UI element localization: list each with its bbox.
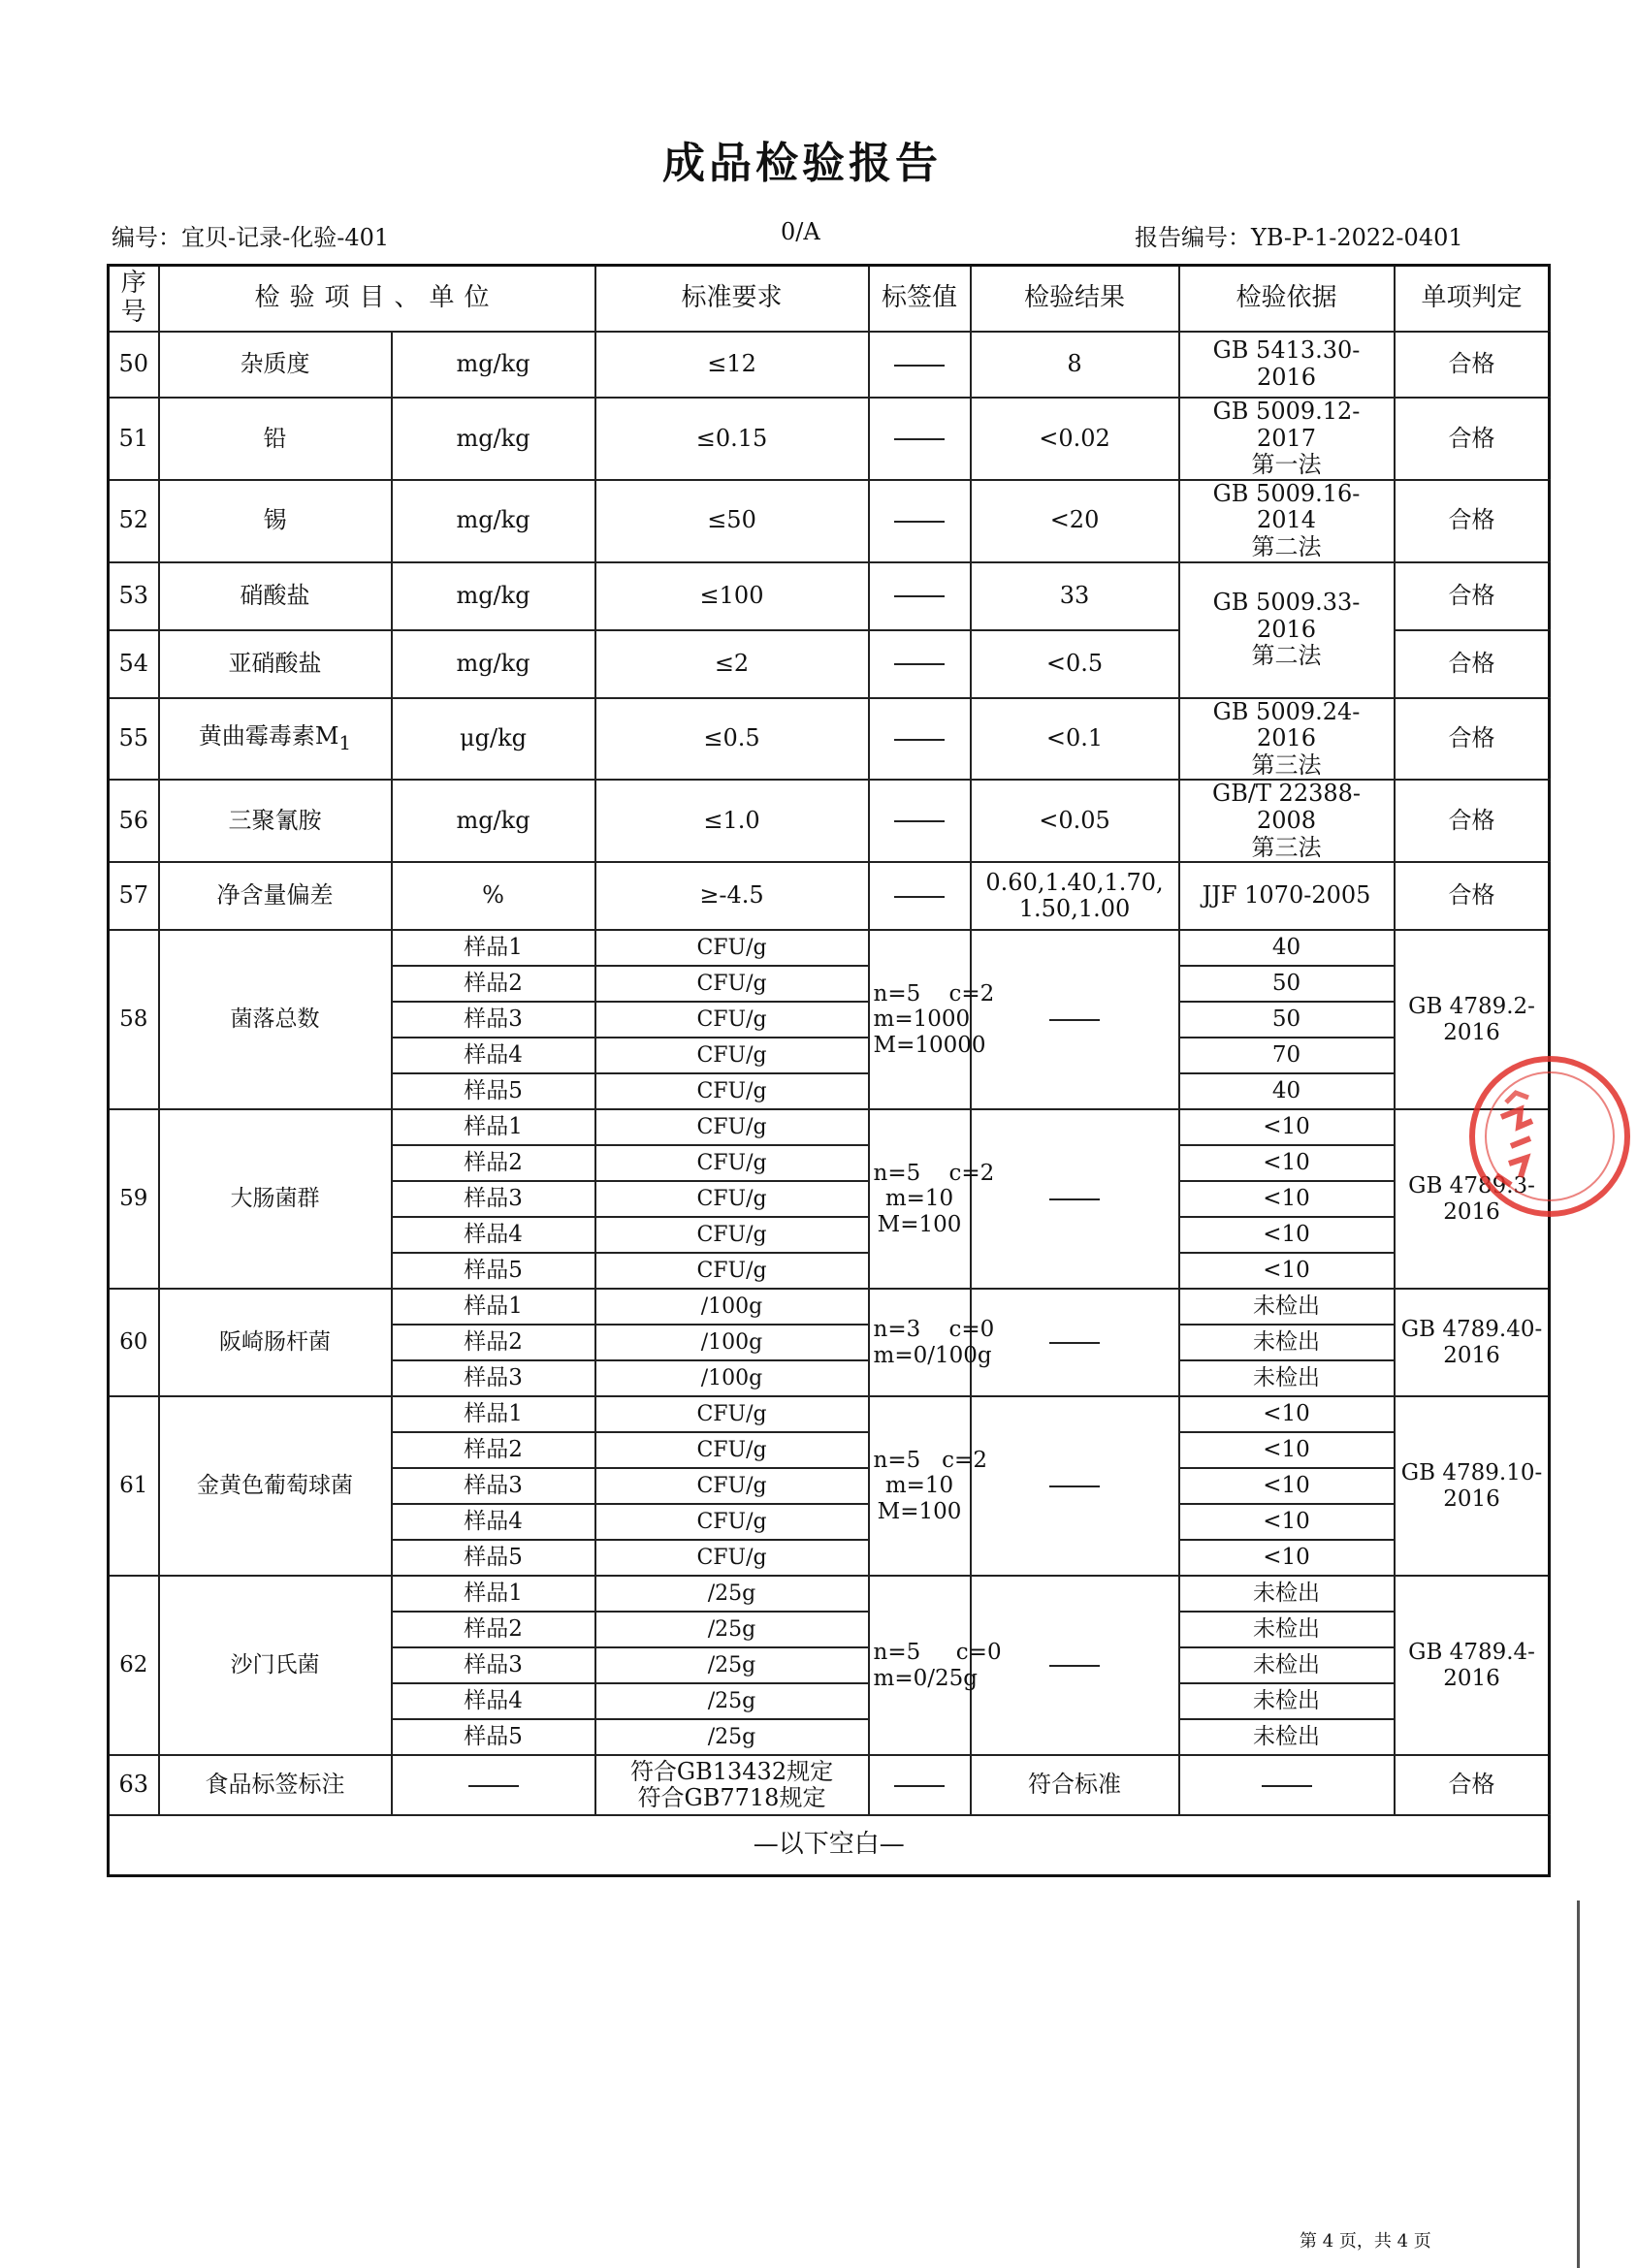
sample-name: 样品5	[392, 1540, 595, 1576]
row-seq: 54	[109, 630, 159, 698]
row-label	[869, 780, 971, 862]
sample-result: <10	[1179, 1540, 1395, 1576]
row-seq: 53	[109, 562, 159, 630]
row-standard	[869, 1289, 995, 1396]
row-basis	[1179, 780, 1395, 862]
row-label	[869, 332, 971, 398]
row-judgement: 合格	[1395, 862, 1550, 930]
header-seq: 序号	[109, 266, 159, 333]
sample-name: 样品3	[392, 1181, 595, 1217]
header-judgement: 单项判定	[1395, 266, 1550, 333]
standard-line: m=0/100g	[873, 1342, 992, 1368]
sample-unit: /25g	[595, 1719, 869, 1755]
sample-result: 未检出	[1179, 1576, 1395, 1612]
header-label: 标签值	[869, 266, 971, 333]
row-item: 菌落总数	[159, 930, 392, 1109]
row-standard: ≤100	[595, 562, 869, 630]
row-unit: μg/kg	[392, 698, 595, 781]
row-label	[869, 862, 971, 930]
standard-line: m=0/25g	[873, 1665, 978, 1691]
standard-line: n=5 c=2	[873, 1160, 995, 1186]
sample-unit: CFU/g	[595, 930, 869, 966]
dash-mark	[1049, 1665, 1100, 1667]
row-item: 净含量偏差	[159, 862, 392, 930]
dash-mark	[894, 739, 945, 741]
document-code: 编号：宜贝-记录-化验-401	[112, 224, 390, 251]
row-item	[159, 698, 392, 781]
sample-result: 未检出	[1179, 1289, 1395, 1325]
sample-row	[109, 1396, 1550, 1432]
basis-method: 第三法	[1251, 833, 1322, 861]
item-name-suffix: $M_1$	[314, 722, 352, 754]
row-unit	[392, 1755, 595, 1815]
table-row	[109, 862, 1550, 930]
sample-name: 样品2	[392, 966, 595, 1002]
row-judgement: 合格	[1395, 698, 1550, 781]
sample-result: <10	[1179, 1504, 1395, 1540]
end-row	[109, 1815, 1550, 1876]
row-item: 三聚氰胺	[159, 780, 392, 862]
table-row	[109, 698, 1550, 781]
row-seq: 62	[109, 1576, 159, 1755]
standard-line: n=5 c=0	[873, 1640, 1002, 1666]
sample-unit: CFU/g	[595, 1073, 869, 1109]
sample-result: 40	[1179, 930, 1395, 966]
standard-line: n=3 c=0	[873, 1317, 995, 1343]
row-label	[869, 398, 971, 480]
row-label	[971, 930, 1179, 1109]
row-unit: mg/kg	[392, 562, 595, 630]
sample-row	[109, 930, 1550, 966]
basis-method: 第三法	[1251, 751, 1322, 779]
document-version: 0/A	[781, 218, 820, 245]
sample-result: 未检出	[1179, 1325, 1395, 1360]
sample-unit: CFU/g	[595, 1540, 869, 1576]
row-label	[869, 630, 971, 698]
row-label	[869, 480, 971, 562]
sample-name: 样品4	[392, 1683, 595, 1719]
sample-name: 样品2	[392, 1145, 595, 1181]
report-number: 报告编号：YB-P-1-2022-0401	[1135, 224, 1463, 251]
row-result: <0.02	[971, 398, 1179, 480]
dash-mark	[894, 1785, 945, 1787]
row-seq: 55	[109, 698, 159, 781]
row-seq: 59	[109, 1109, 159, 1289]
row-item: 阪崎肠杆菌	[159, 1289, 392, 1396]
table-row	[109, 332, 1550, 398]
standard-line: 符合GB13432规定	[629, 1757, 834, 1785]
standard-line: n=5 c=2	[873, 980, 995, 1006]
row-result: <0.5	[971, 630, 1179, 698]
sample-unit: CFU/g	[595, 1504, 869, 1540]
row-basis	[1179, 398, 1395, 480]
row-result: 8	[971, 332, 1179, 398]
sample-name: 样品1	[392, 1396, 595, 1432]
row-basis: GB 4789.3-2016	[1395, 1109, 1550, 1289]
row-label	[869, 562, 971, 630]
sample-name: 样品1	[392, 930, 595, 966]
row-standard	[595, 1755, 869, 1815]
seal-stamp-icon	[1462, 1049, 1637, 1224]
dash-mark	[1049, 1342, 1100, 1344]
page-number: 第 4 页，共 4 页	[1300, 2231, 1431, 2252]
sample-result: 40	[1179, 1073, 1395, 1109]
sample-name: 样品5	[392, 1073, 595, 1109]
sample-unit: CFU/g	[595, 1217, 869, 1253]
sample-name: 样品5	[392, 1719, 595, 1755]
row-standard: ≤1.0	[595, 780, 869, 862]
row-seq: 52	[109, 480, 159, 562]
sample-name: 样品5	[392, 1253, 595, 1289]
sample-name: 样品1	[392, 1576, 595, 1612]
dash-mark	[894, 820, 945, 822]
row-standard	[869, 1576, 1002, 1755]
sample-name: 样品2	[392, 1325, 595, 1360]
sample-unit: CFU/g	[595, 1253, 869, 1289]
sample-result: 未检出	[1179, 1719, 1395, 1755]
row-basis: JJF 1070-2005	[1179, 862, 1395, 930]
standard-line: n=5 c=2	[873, 1447, 987, 1473]
row-basis: GB 5413.30-2016	[1179, 332, 1395, 398]
basis-method: 第二法	[1251, 642, 1322, 670]
row-unit: mg/kg	[392, 398, 595, 480]
item-subscript: 1	[338, 730, 352, 754]
sample-result: 未检出	[1179, 1683, 1395, 1719]
row-result: <20	[971, 480, 1179, 562]
table-row	[109, 398, 1550, 480]
row-result: 符合标准	[971, 1755, 1179, 1815]
sample-unit: /100g	[595, 1360, 869, 1396]
row-seq: 51	[109, 398, 159, 480]
sample-name: 样品4	[392, 1038, 595, 1073]
basis-method: 第二法	[1251, 532, 1322, 560]
sample-unit: /25g	[595, 1612, 869, 1647]
document-title: 成品检验报告	[662, 139, 942, 188]
row-item: 亚硝酸盐	[159, 630, 392, 698]
sample-name: 样品1	[392, 1289, 595, 1325]
dash-mark	[894, 365, 945, 367]
sample-result: <10	[1179, 1253, 1395, 1289]
row-seq: 56	[109, 780, 159, 862]
table-row	[109, 780, 1550, 862]
row-result: <0.05	[971, 780, 1179, 862]
row-basis: GB 4789.4-2016	[1395, 1576, 1550, 1755]
row-unit: %	[392, 862, 595, 930]
dash-mark	[894, 896, 945, 898]
sample-row	[109, 1289, 1550, 1325]
result-line: 0.60,1.40,1.70,	[985, 868, 1164, 896]
sample-result: <10	[1179, 1145, 1395, 1181]
sample-name: 样品3	[392, 1360, 595, 1396]
row-standard	[869, 1109, 995, 1289]
row-seq: 60	[109, 1289, 159, 1396]
row-item: 铅	[159, 398, 392, 480]
sample-result: 未检出	[1179, 1360, 1395, 1396]
row-result: <0.1	[971, 698, 1179, 781]
row-item: 大肠菌群	[159, 1109, 392, 1289]
standard-line: m=1000 M=10000	[873, 1006, 986, 1058]
row-seq: 57	[109, 862, 159, 930]
row-label	[971, 1289, 1179, 1396]
sample-unit: CFU/g	[595, 1432, 869, 1468]
sample-result: 50	[1179, 966, 1395, 1002]
row-label	[971, 1109, 1179, 1289]
sample-unit: /100g	[595, 1289, 869, 1325]
result-line: 1.50,1.00	[1018, 895, 1131, 923]
row-judgement: 合格	[1395, 780, 1550, 862]
sample-result: <10	[1179, 1109, 1395, 1145]
row-label	[971, 1576, 1179, 1755]
row-unit: mg/kg	[392, 332, 595, 398]
row-basis	[1179, 698, 1395, 781]
basis-line: GB/T 22388-2008	[1212, 780, 1362, 834]
basis-line: GB 5009.24-2016	[1212, 697, 1361, 752]
dash-mark	[468, 1785, 519, 1787]
dash-mark	[1262, 1785, 1312, 1787]
standard-line: 符合GB7718规定	[637, 1784, 826, 1812]
basis-line: GB 5009.12-2017	[1212, 398, 1361, 452]
row-unit: mg/kg	[392, 780, 595, 862]
row-basis: GB 4789.40-2016	[1395, 1289, 1550, 1396]
header-basis: 检验依据	[1179, 266, 1395, 333]
sample-unit: CFU/g	[595, 1145, 869, 1181]
row-standard: ≤0.15	[595, 398, 869, 480]
row-item: 杂质度	[159, 332, 392, 398]
sample-result: <10	[1179, 1181, 1395, 1217]
row-standard	[869, 930, 995, 1109]
row-standard	[869, 1396, 987, 1576]
sample-name: 样品2	[392, 1612, 595, 1647]
item-name: 黄曲霉毒素	[198, 722, 315, 751]
dash-mark	[894, 595, 945, 597]
standard-line: m=10 M=100	[877, 1186, 962, 1237]
dash-mark	[894, 663, 945, 665]
dash-mark	[894, 438, 945, 440]
inspection-table	[107, 264, 1551, 1877]
row-judgement: 合格	[1395, 630, 1550, 698]
row-standard: ≤2	[595, 630, 869, 698]
sample-result: 未检出	[1179, 1612, 1395, 1647]
sample-result: <10	[1179, 1396, 1395, 1432]
table-header-row	[109, 266, 1550, 333]
table-row	[109, 1755, 1550, 1815]
row-basis: GB 4789.10-2016	[1395, 1396, 1550, 1576]
row-label	[869, 698, 971, 781]
standard-line: m=10 M=100	[877, 1473, 962, 1524]
row-seq: 50	[109, 332, 159, 398]
sample-unit: /25g	[595, 1576, 869, 1612]
row-item: 硝酸盐	[159, 562, 392, 630]
sample-row	[109, 1109, 1550, 1145]
basis-line: GB 5009.33-2016	[1212, 589, 1361, 643]
row-unit: mg/kg	[392, 480, 595, 562]
sample-result: 50	[1179, 1002, 1395, 1038]
header-item: 检验项目、单位	[159, 266, 595, 333]
sample-result: <10	[1179, 1468, 1395, 1504]
sample-unit: CFU/g	[595, 1038, 869, 1073]
row-item: 沙门氏菌	[159, 1576, 392, 1755]
sample-result: <10	[1179, 1217, 1395, 1253]
row-judgement: 合格	[1395, 562, 1550, 630]
row-judgement: 合格	[1395, 480, 1550, 562]
table-row	[109, 562, 1550, 630]
row-standard: ≥-4.5	[595, 862, 869, 930]
row-judgement: 合格	[1395, 332, 1550, 398]
sample-name: 样品3	[392, 1647, 595, 1683]
sample-unit: /100g	[595, 1325, 869, 1360]
header-result: 检验结果	[971, 266, 1179, 333]
row-item: 锡	[159, 480, 392, 562]
row-judgement: 合格	[1395, 1755, 1550, 1815]
row-label	[869, 1755, 971, 1815]
row-seq: 61	[109, 1396, 159, 1576]
sample-name: 样品2	[392, 1432, 595, 1468]
sample-result: 70	[1179, 1038, 1395, 1073]
row-basis	[1179, 1755, 1395, 1815]
row-item: 金黄色葡萄球菌	[159, 1396, 392, 1576]
sample-unit: CFU/g	[595, 1396, 869, 1432]
sample-name: 样品4	[392, 1217, 595, 1253]
basis-line: GB 5009.16-2014	[1212, 479, 1361, 534]
row-seq: 58	[109, 930, 159, 1109]
row-standard: ≤12	[595, 332, 869, 398]
sample-unit: CFU/g	[595, 1468, 869, 1504]
row-standard: ≤50	[595, 480, 869, 562]
sample-unit: CFU/g	[595, 1109, 869, 1145]
header-standard: 标准要求	[595, 266, 869, 333]
dash-mark	[1049, 1019, 1100, 1021]
sample-name: 样品3	[392, 1002, 595, 1038]
row-seq: 63	[109, 1755, 159, 1815]
sample-name: 样品1	[392, 1109, 595, 1145]
row-label	[971, 1396, 1179, 1576]
sample-unit: CFU/g	[595, 1002, 869, 1038]
sample-result: <10	[1179, 1432, 1395, 1468]
row-unit: mg/kg	[392, 630, 595, 698]
dash-mark	[894, 521, 945, 523]
basis-method: 第一法	[1251, 451, 1322, 479]
sample-name: 样品3	[392, 1468, 595, 1504]
row-result	[971, 862, 1179, 930]
end-note: —以下空白—	[109, 1815, 1550, 1876]
row-basis: GB 4789.2-2016	[1395, 930, 1550, 1109]
row-judgement: 合格	[1395, 398, 1550, 480]
dash-mark	[1049, 1485, 1100, 1487]
sample-unit: /25g	[595, 1683, 869, 1719]
row-item: 食品标签标注	[159, 1755, 392, 1815]
row-basis	[1179, 562, 1395, 698]
row-result: 33	[971, 562, 1179, 630]
dash-mark	[1049, 1198, 1100, 1200]
scan-edge-line	[1577, 1901, 1580, 2268]
row-basis	[1179, 480, 1395, 562]
sample-unit: CFU/g	[595, 966, 869, 1002]
row-standard: ≤0.5	[595, 698, 869, 781]
sample-unit: CFU/g	[595, 1181, 869, 1217]
sample-row	[109, 1576, 1550, 1612]
sample-name: 样品4	[392, 1504, 595, 1540]
table-row	[109, 480, 1550, 562]
sample-result: 未检出	[1179, 1647, 1395, 1683]
sample-unit: /25g	[595, 1647, 869, 1683]
